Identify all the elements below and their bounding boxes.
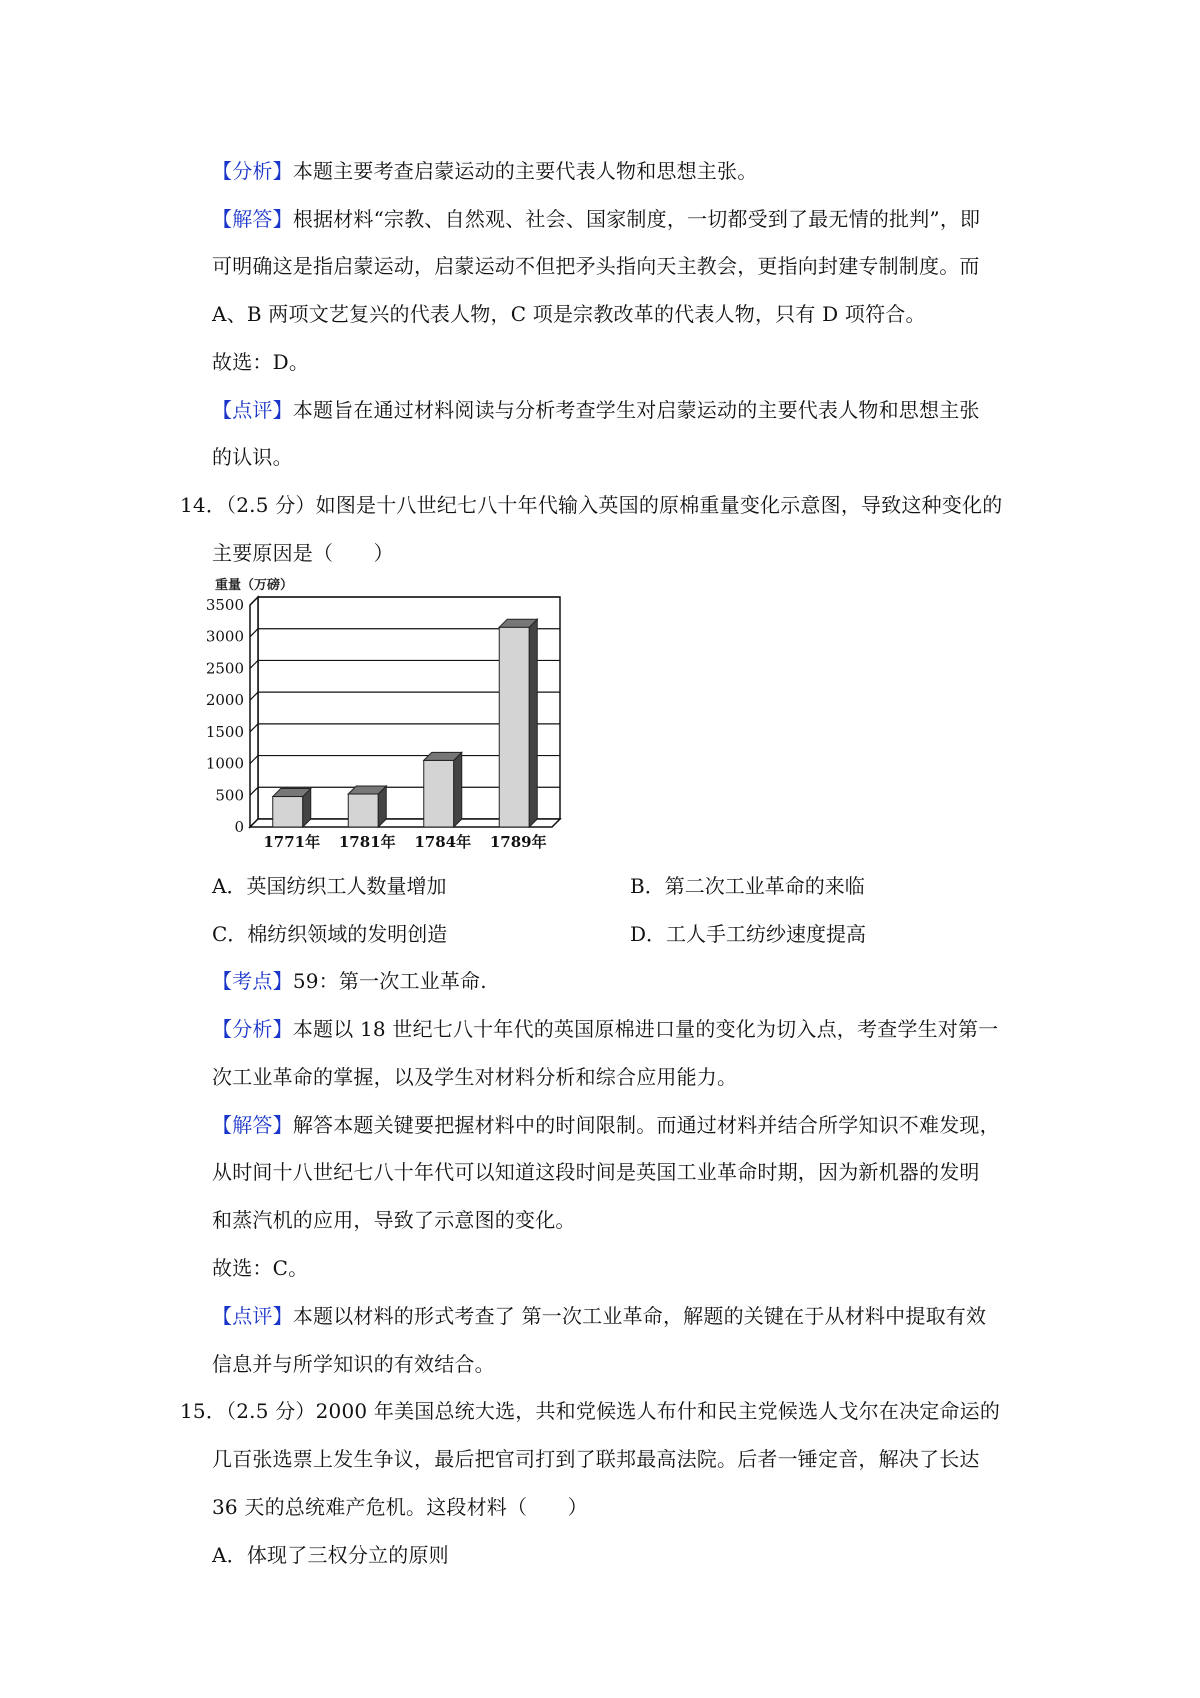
- q14-comment-line-2: 信息并与所学知识的有效结合。: [212, 1352, 495, 1376]
- bar-side: [454, 752, 462, 827]
- x-tick-label-1771年: 1771年: [263, 833, 321, 851]
- answer-tag: 【解答】: [212, 207, 293, 231]
- bar-1789年: [499, 619, 537, 827]
- q15-stem-line-1: 15．（2.5 分）2000 年美国总统大选，共和党候选人布什和民主党候选人戈尔在决定命运的: [180, 1399, 1001, 1423]
- y-tick-label-2000: 2000: [205, 691, 244, 710]
- y-tick-label-3500: 3500: [205, 596, 244, 614]
- comment-text: 本题旨在通过材料阅读与分析考查学生对启蒙运动的主要代表人物和思想主张: [292, 398, 980, 422]
- q13-analysis: [212, 157, 757, 185]
- q14-answer-line-3: 和蒸汽机的应用，导致了示意图的变化。: [212, 1208, 576, 1232]
- y-tick-label-2500: 2500: [205, 659, 244, 678]
- x-tick-label-1781年: 1781年: [338, 833, 396, 851]
- q13-answer-line-2: 可明确这是指启蒙运动，启蒙运动不但把矛头指向天主教会，更指向封建专制制度。而: [212, 254, 980, 278]
- q14-option-b: B．第二次工业革命的来临: [630, 874, 865, 898]
- analysis-tag: 【分析】: [212, 1017, 293, 1041]
- comment-text: 本题以材料的形式考查了 第一次工业革命，解题的关键在于从材料中提取有效: [292, 1304, 987, 1328]
- bar-front: [348, 794, 378, 827]
- y-tick-label-1000: 1000: [205, 754, 244, 773]
- x-tick-label-1789年: 1789年: [489, 833, 547, 851]
- q14-answer-line-2: 从时间十八世纪七八十年代可以知道这段时间是英国工业革命时期，因为新机器的发明: [212, 1160, 980, 1184]
- kaodian-text: 59：第一次工业革命.: [292, 969, 487, 993]
- bar-1784年: [424, 752, 462, 827]
- bar-1781年: [348, 786, 386, 827]
- bar-front: [273, 797, 303, 827]
- y-tick-label-1500: 1500: [205, 722, 244, 741]
- bar-front: [424, 760, 454, 827]
- x-tick-label-1784年: 1784年: [414, 833, 472, 851]
- cotton-weight-bar-chart: [205, 575, 575, 855]
- q15-stem-line-3: 36 天的总统难产危机。这段材料（ ）: [212, 1495, 588, 1519]
- comment-tag: 【点评】: [212, 1304, 293, 1328]
- q13-answer-line-3: A、B 两项文艺复兴的代表人物，C 项是宗教改革的代表人物，只有 D 项符合。: [212, 302, 926, 326]
- q14-option-c: C．棉纺织领域的发明创造: [212, 922, 448, 946]
- q14-analysis-line-2: 次工业革命的掌握，以及学生对材料分析和综合应用能力。: [212, 1065, 738, 1089]
- q14-analysis-line-1: [212, 1015, 998, 1043]
- analysis-text: 本题主要考查启蒙运动的主要代表人物和思想主张。: [292, 159, 758, 183]
- bar-side: [529, 619, 537, 827]
- chart-x-ticks: [263, 833, 546, 851]
- y-tick-label-3000: 3000: [205, 627, 244, 646]
- q15-stem-line-2: 几百张选票上发生争议，最后把官司打到了联邦最高法院。后者一锤定音，解决了长达: [212, 1447, 980, 1471]
- analysis-text: 本题以 18 世纪七八十年代的英国原棉进口量的变化为切入点，考查学生对第一: [292, 1017, 999, 1041]
- q14-stem-line-1: 14．（2.5 分）如图是十八世纪七八十年代输入英国的原棉重量变化示意图，导致这种变化的: [180, 493, 1003, 517]
- chart-y-axis-label: 重量（万磅）: [215, 578, 294, 593]
- q14-option-a: A．英国纺织工人数量增加: [212, 874, 447, 898]
- q14-kaodian: [212, 967, 487, 995]
- kaodian-tag: 【考点】: [212, 969, 293, 993]
- q13-choice: 故选：D。: [212, 350, 310, 374]
- y-tick-label-0: 0: [234, 818, 244, 836]
- answer-text: 解答本题关键要把握材料中的时间限制。而通过材料并结合所学知识不难发现，: [292, 1113, 1000, 1137]
- q14-choice: 故选：C。: [212, 1256, 309, 1280]
- q13-answer-line-1: [212, 205, 980, 233]
- bar-1771年: [273, 789, 311, 827]
- q14-stem-line-2: 主要原因是（ ）: [212, 541, 394, 565]
- q13-comment-line-2: 的认识。: [212, 445, 293, 469]
- q14-answer-line-1: [212, 1111, 1000, 1139]
- answer-tag: 【解答】: [212, 1113, 293, 1137]
- q15-option-a: A．体现了三权分立的原则: [212, 1543, 449, 1567]
- chart-y-ticks: [206, 596, 244, 836]
- q14-option-d: D．工人手工纺纱速度提高: [630, 922, 867, 946]
- q14-comment-line-1: [212, 1302, 986, 1330]
- y-tick-label-500: 500: [215, 786, 244, 805]
- analysis-tag: 【分析】: [212, 159, 293, 183]
- answer-text: 根据材料“宗教、自然观、社会、国家制度，一切都受到了最无情的批判”，即: [292, 207, 981, 231]
- bar-front: [499, 627, 529, 827]
- q13-comment-line-1: [212, 396, 980, 424]
- comment-tag: 【点评】: [212, 398, 293, 422]
- chart-side-wall: [250, 597, 258, 827]
